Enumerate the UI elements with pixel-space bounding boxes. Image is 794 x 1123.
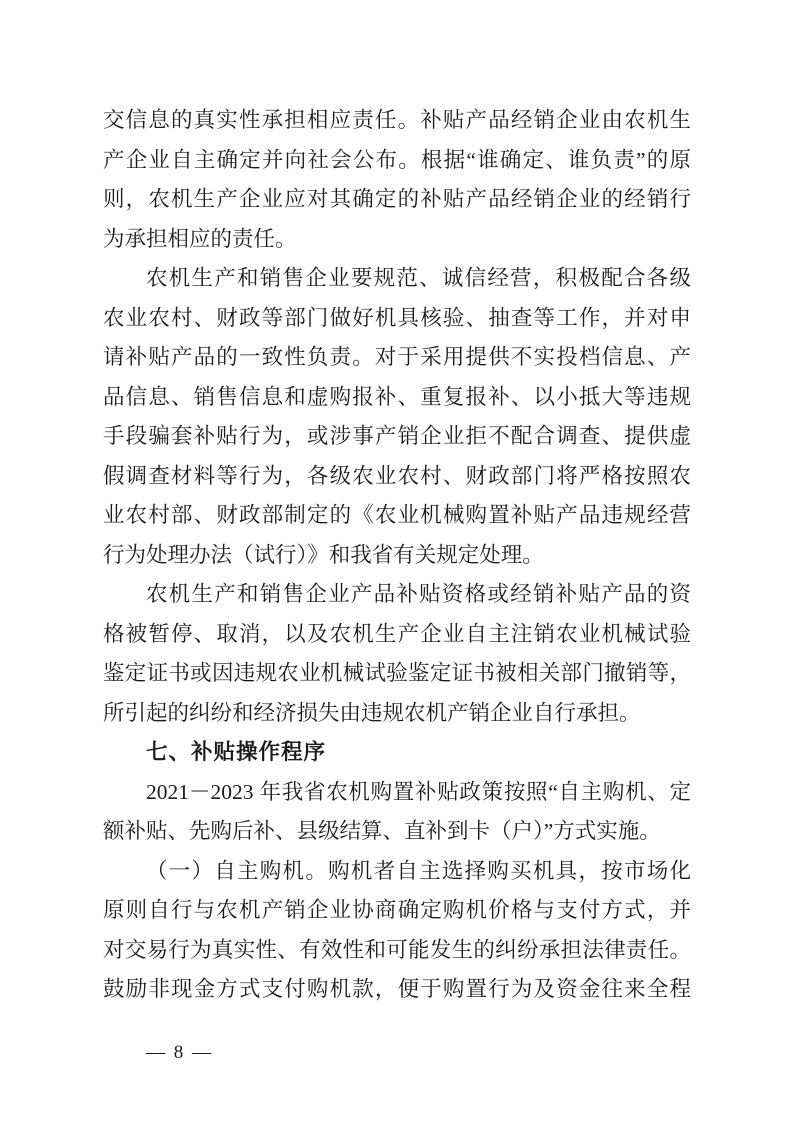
text-line: 格被暂停、取消，以及农机生产企业自主注销农业机械试验	[103, 621, 691, 646]
text-line: 原则自行与农机产销企业协商确定购机价格与支付方式，并	[103, 898, 691, 922]
paragraph	[103, 773, 691, 852]
text-line: 2021－2023 年我省农机购置补贴政策按照“自主购机、定	[146, 779, 691, 804]
text-line: 对交易行为真实性、有效性和可能发生的纠纷承担法律责任。	[103, 937, 691, 962]
text-line: 鼓励非现金方式支付购机款，便于购置行为及资金往来全程	[103, 977, 691, 1001]
text-line: （一）自主购机。购机者自主选择购买机具，按市场化	[146, 858, 691, 883]
document-body	[103, 101, 691, 1010]
text-line: 产企业自主确定并向社会公布。根据“谁确定、谁负责”的原	[103, 147, 691, 172]
paragraph	[103, 575, 691, 733]
text-line: 交信息的真实性承担相应责任。补贴产品经销企业由农机生	[103, 108, 691, 132]
text-line: 请补贴产品的一致性负责。对于采用提供不实投档信息、产	[103, 345, 691, 369]
paragraph	[103, 259, 691, 575]
section-heading	[103, 733, 691, 773]
text-line: 业农村部、财政部制定的《农业机械购置补贴产品违规经营	[103, 503, 691, 527]
text-line: 则，农机生产企业应对其确定的补贴产品经销企业的经销行	[103, 187, 691, 211]
text-line: 手段骗套补贴行为，或涉事产销企业拒不配合调查、提供虚	[103, 424, 691, 448]
text-line: 农机生产和销售企业产品补贴资格或经销补贴产品的资	[146, 582, 691, 606]
paragraph	[103, 101, 691, 259]
page-number: — 8 —	[146, 1042, 213, 1063]
paragraph	[103, 852, 691, 1010]
text-line: 为承担相应的责任。	[103, 226, 297, 251]
text-line: 七、补贴操作程序	[146, 740, 327, 764]
text-line: 鉴定证书或因违规农业机械试验鉴定证书被相关部门撤销等，	[103, 661, 691, 685]
text-line: 所引起的纠纷和经济损失由违规农机产销企业自行承担。	[103, 700, 641, 725]
text-line: 额补贴、先购后补、县级结算、直补到卡（户）”方式实施。	[103, 819, 661, 843]
text-line: 农业农村、财政等部门做好机具核验、抽查等工作，并对申	[103, 305, 691, 330]
text-line: 假调查材料等行为，各级农业农村、财政部门将严格按照农	[103, 463, 691, 488]
text-line: 行为处理办法（试行）》和我省有关规定处理。	[103, 542, 544, 567]
text-line: 品信息、销售信息和虚购报补、重复报补、以小抵大等违规	[103, 384, 691, 409]
text-line: 农机生产和销售企业要规范、诚信经营，积极配合各级	[146, 266, 691, 290]
